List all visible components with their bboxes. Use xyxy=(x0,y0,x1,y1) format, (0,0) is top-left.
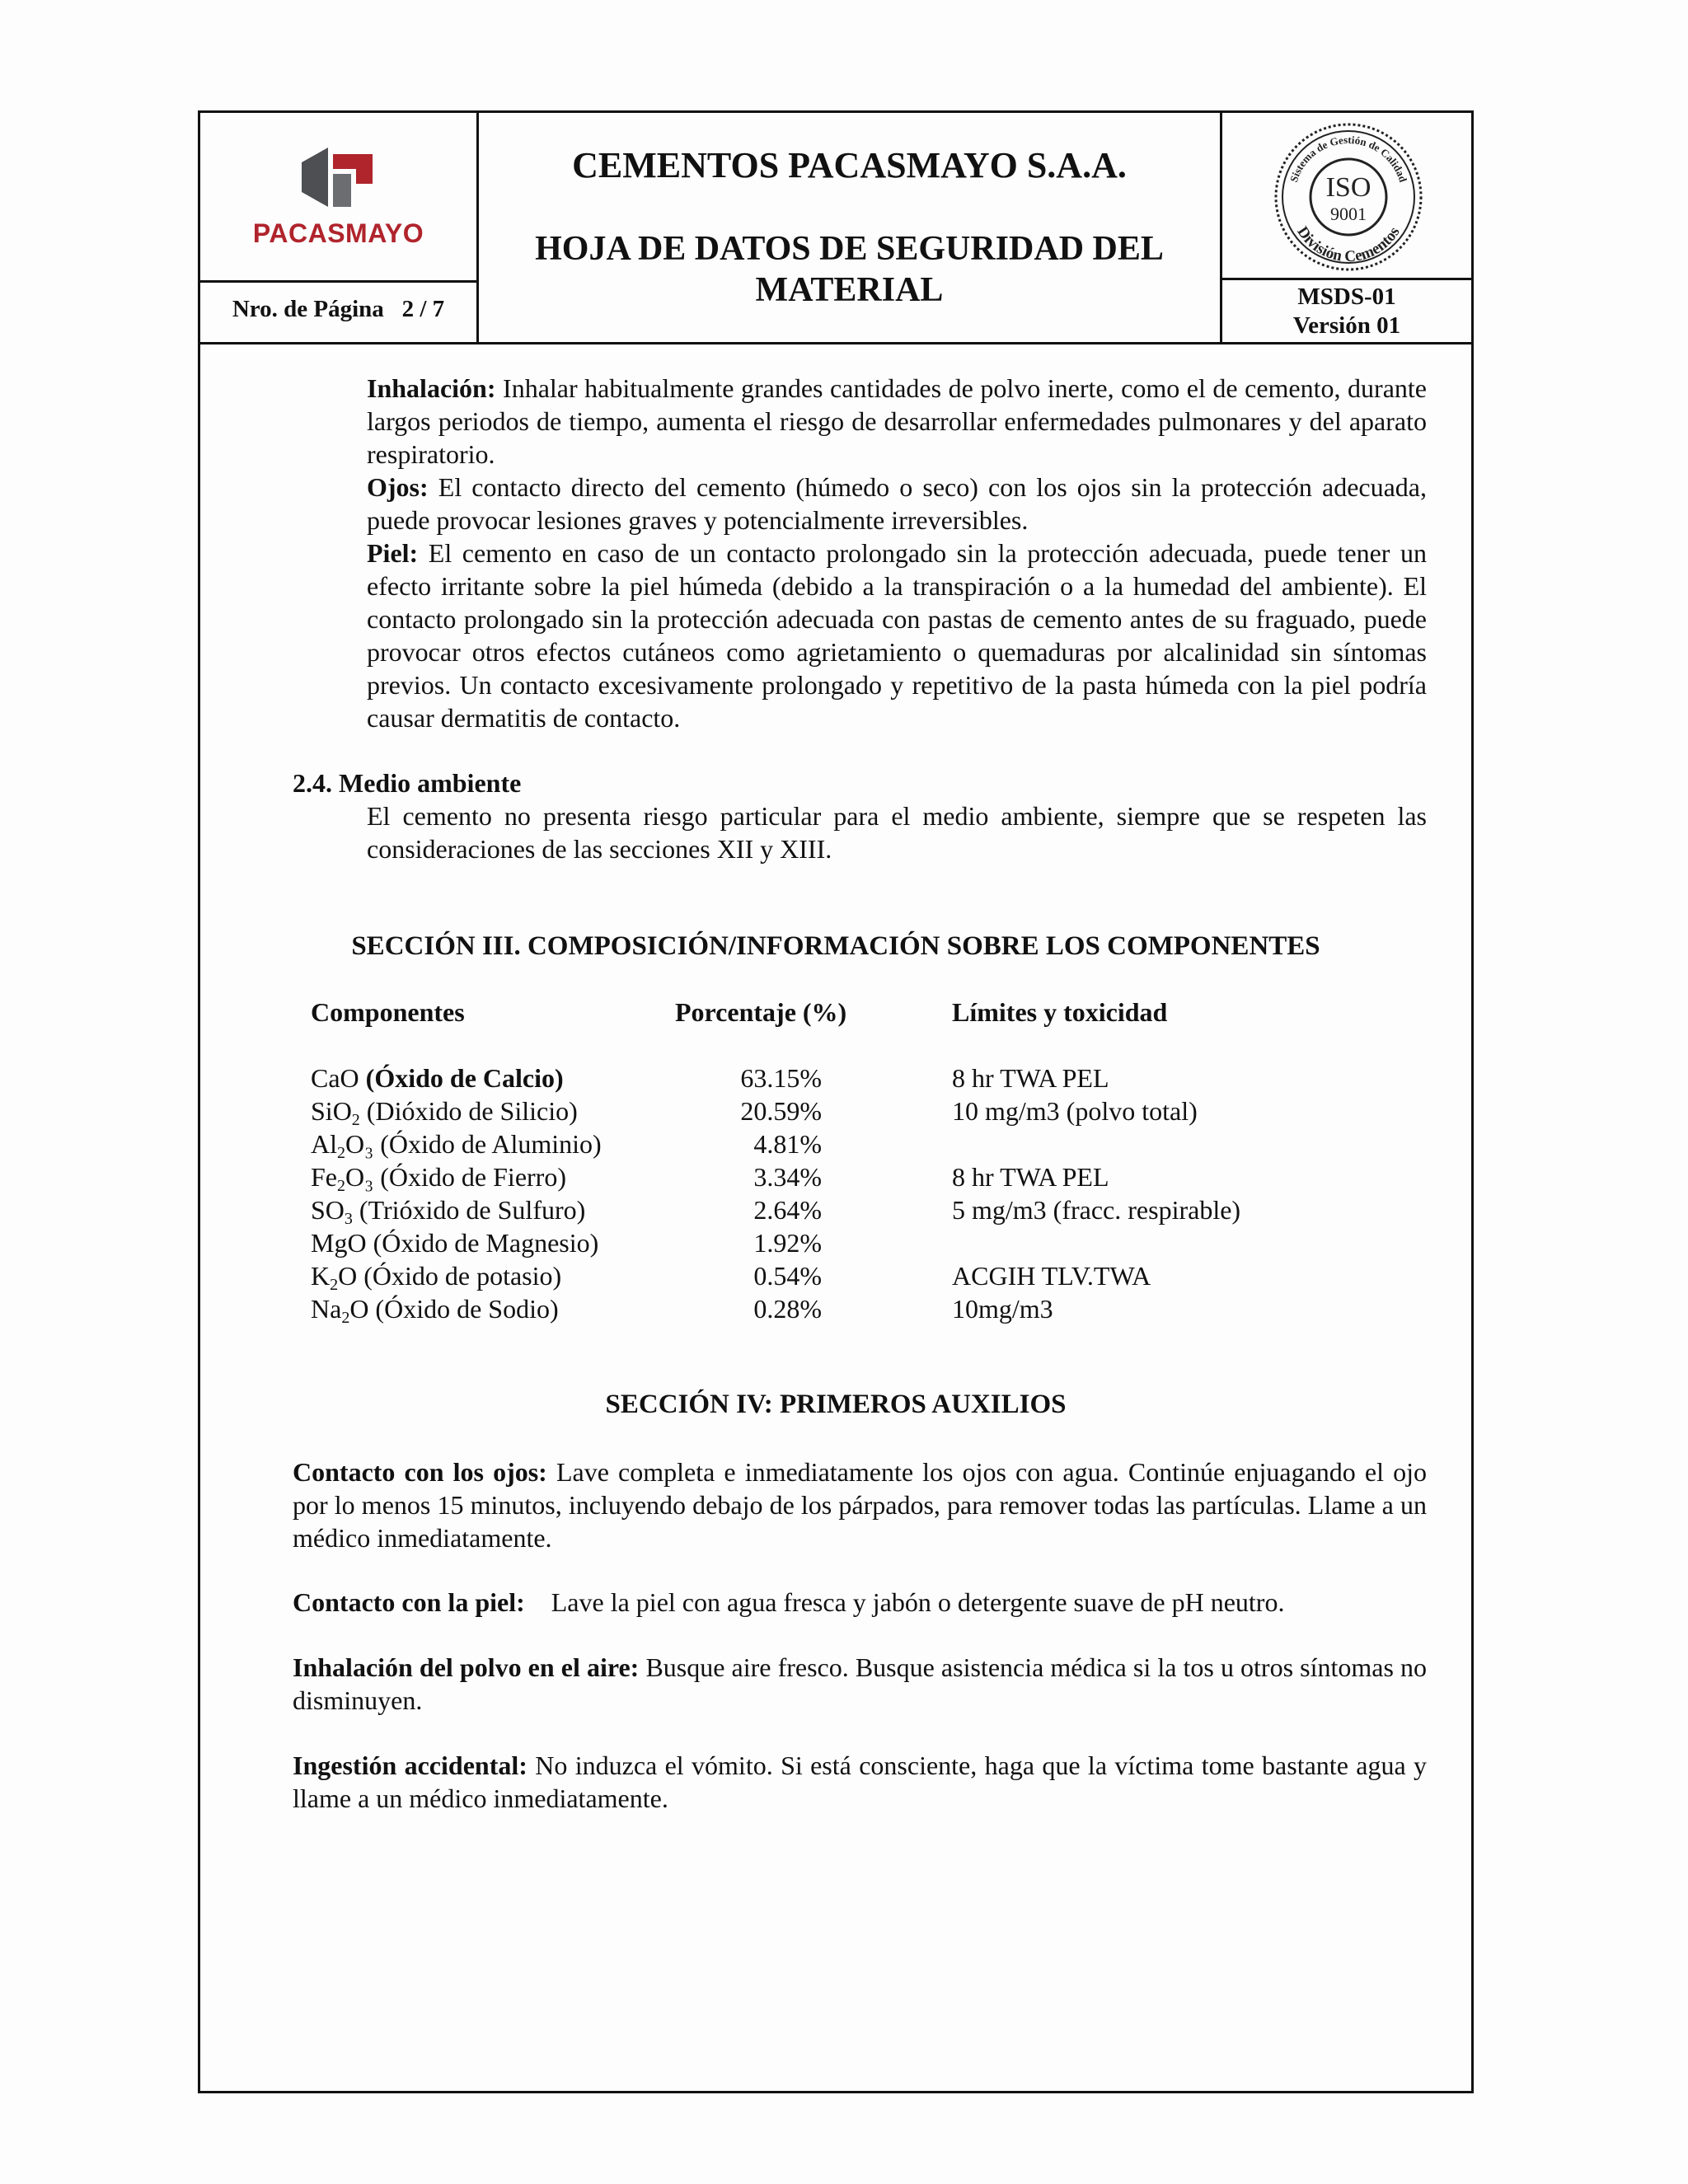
section4-title: SECCIÓN IV: PRIMEROS AUXILIOS xyxy=(605,1390,1067,1419)
component-cell xyxy=(311,1259,561,1292)
component-name: (Óxido de Fierro) xyxy=(380,1162,566,1192)
component-name: (Trióxido de Sulfuro) xyxy=(359,1195,586,1225)
skin-paragraph xyxy=(367,537,1427,734)
limit-cell: 10 mg/m3 (polvo total) xyxy=(952,1096,1198,1126)
first-aid-skin xyxy=(293,1586,1427,1619)
component-formula: K xyxy=(311,1261,331,1291)
component-cell xyxy=(311,1160,566,1193)
first-aid-ingestion xyxy=(293,1749,1427,1815)
formula-subscript: 2 xyxy=(330,1276,339,1294)
percentage-cell: 20.59% xyxy=(740,1096,822,1126)
page-number xyxy=(200,296,476,323)
document-title-line2: MATERIAL xyxy=(755,271,944,309)
eyes-label: Ojos: xyxy=(367,472,429,502)
column-header-components: Componentes xyxy=(311,997,465,1027)
component-cell xyxy=(311,1193,585,1226)
component-formula: SO xyxy=(311,1195,345,1225)
iso-top-text: Sistema de Gestión de Calidad xyxy=(1287,133,1410,184)
skin-text: El cemento en caso de un contacto prolongado sin la protección adecuada, puede tener un efecto irritante sobre la piel húmeda (debido a la transpiración o a la humedad del ambiente). El contacto prolongado sin la protección adecuada con pastas de cemento antes de su fraguado, puede provocar otros efectos cutáneos como agrietamiento o quemaduras por alcalinidad sin síntomas previos. Un contacto excesivamente prolongado y repetitivo de la pasta húmeda con la piel podría causar dermatitis de contacto. xyxy=(367,538,1428,733)
first-aid-eyes-label: Contacto con los ojos: xyxy=(293,1457,547,1487)
inhalation-label: Inhalación: xyxy=(367,373,496,403)
component-name: (Óxido de Sodio) xyxy=(375,1294,559,1324)
formula-subscript: 3 xyxy=(344,1210,353,1228)
document-header xyxy=(200,113,1471,344)
document-title xyxy=(479,228,1220,311)
iso-box xyxy=(1222,113,1471,280)
formula-rest: O xyxy=(349,1294,369,1324)
first-aid-skin-text: Lave la piel con agua fresca y jabón o detergente suave de pH neutro. xyxy=(551,1587,1285,1617)
component-name: (Óxido de Aluminio) xyxy=(380,1129,602,1159)
eyes-paragraph xyxy=(367,471,1427,537)
iso-number-text: 9001 xyxy=(1330,204,1367,224)
document-code xyxy=(1222,283,1471,340)
page-value: 2 / 7 xyxy=(401,296,445,322)
msds-code: MSDS-01 xyxy=(1297,284,1396,310)
skin-label: Piel: xyxy=(367,538,419,568)
first-aid-inhalation xyxy=(293,1651,1427,1717)
percentage-cell: 1.92% xyxy=(753,1228,822,1258)
first-aid-inhalation-label: Inhalación del polvo en el aire: xyxy=(293,1652,640,1682)
percentage-cell: 0.28% xyxy=(753,1294,822,1324)
component-name: (Óxido de potasio) xyxy=(363,1261,562,1291)
formula-subscript: 2 xyxy=(337,1144,345,1162)
logo-text: PACASMAYO xyxy=(252,218,424,248)
inhalation-paragraph xyxy=(367,372,1427,471)
formula-subscript: 2 xyxy=(337,1177,345,1195)
iso-center-text: ISO xyxy=(1325,172,1372,203)
iso-bottom-text: División Cementos xyxy=(1293,223,1404,266)
component-cell xyxy=(311,1062,564,1094)
component-cell xyxy=(311,1127,602,1160)
pacasmayo-logo-icon xyxy=(302,148,373,207)
document-title-line1: HOJA DE DATOS DE SEGURIDAD DEL xyxy=(535,230,1164,268)
component-formula: Fe xyxy=(311,1162,337,1192)
environment-heading: 2.4. Medio ambiente xyxy=(293,768,522,798)
percentage-cell: 2.64% xyxy=(753,1195,822,1225)
component-cell xyxy=(311,1226,598,1259)
component-name: (Óxido de Calcio) xyxy=(365,1063,564,1093)
column-header-percentage: Porcentaje (%) xyxy=(675,997,847,1027)
limit-cell: ACGIH TLV.TWA xyxy=(952,1261,1151,1291)
component-formula: SiO xyxy=(311,1096,352,1126)
header-left-column xyxy=(200,113,479,342)
limit-cell: 10mg/m3 xyxy=(952,1294,1053,1324)
first-aid-skin-label: Contacto con la piel: xyxy=(293,1587,525,1617)
header-right-column xyxy=(1220,113,1471,342)
msds-version: Versión 01 xyxy=(1292,312,1401,339)
component-name: (Dióxido de Silicio) xyxy=(366,1096,578,1126)
formula-subscript: 2 xyxy=(341,1309,350,1327)
first-aid-eyes xyxy=(293,1455,1427,1554)
logo-box xyxy=(200,113,476,283)
limit-cell: 8 hr TWA PEL xyxy=(952,1063,1109,1093)
eyes-text: El contacto directo del cemento (húmedo o seco) con los ojos sin la protección adecuada, puede provocar lesiones graves y potencialmente irreversibles. xyxy=(367,472,1428,535)
percentage-cell: 3.34% xyxy=(753,1162,822,1192)
formula-subscript: 2 xyxy=(351,1111,360,1129)
iso-seal-icon xyxy=(1272,120,1425,274)
component-formula: Al xyxy=(311,1129,337,1159)
first-aid-eyes-text: Lave completa e inmediatamente los ojos con agua. Continúe enjuagando el ojo por lo menos 15 minutos, incluyendo debajo de los párpados, para remover todas las partículas. Llame a un médico inmediatamente. xyxy=(293,1457,1428,1553)
component-cell xyxy=(311,1094,578,1127)
percentage-cell: 4.81% xyxy=(753,1129,822,1159)
component-formula: CaO xyxy=(311,1063,359,1093)
page-frame xyxy=(198,110,1474,2093)
section3-title: SECCIÓN III. COMPOSICIÓN/INFORMACIÓN SOBRE LOS COMPONENTES xyxy=(351,931,1320,961)
percentage-cell: 0.54% xyxy=(753,1261,822,1291)
component-cell xyxy=(311,1292,559,1325)
limit-cell: 5 mg/m3 (fracc. respirable) xyxy=(952,1195,1241,1225)
formula-rest: O xyxy=(338,1261,358,1291)
environment-text: El cemento no presenta riesgo particular para el medio ambiente, siempre que se respeten las consideraciones de las secciones XII y XIII. xyxy=(367,801,1427,864)
first-aid-ingestion-label: Ingestión accidental: xyxy=(293,1750,528,1780)
component-formula: MgO xyxy=(311,1228,367,1258)
first-aid-inhalation-text: Busque aire fresco. Busque asistencia médica si la tos u otros síntomas no disminuyen. xyxy=(293,1652,1428,1715)
first-aid-ingestion-text: No induzca el vómito. Si está consciente, haga que la víctima tome bastante agua y llame a un médico inmediatamente. xyxy=(293,1750,1428,1813)
component-formula: Na xyxy=(311,1294,342,1324)
percentage-cell: 63.15% xyxy=(740,1063,822,1093)
page-label: Nro. de Página xyxy=(232,296,384,322)
inhalation-text: Inhalar habitualmente grandes cantidades de polvo inerte, como el de cemento, durante largos periodos de tiempo, aumenta el riesgo de desarrollar enfermedades pulmonares y del aparato respiratorio. xyxy=(367,373,1428,469)
limit-cell: 8 hr TWA PEL xyxy=(952,1162,1109,1192)
company-name: CEMENTOS PACASMAYO S.A.A. xyxy=(572,145,1127,185)
formula-rest: O₃ xyxy=(345,1162,374,1192)
health-effects xyxy=(367,372,1427,734)
component-name: (Óxido de Magnesio) xyxy=(373,1228,599,1258)
column-header-limits: Límites y toxicidad xyxy=(952,997,1168,1027)
formula-rest: O₃ xyxy=(345,1129,374,1159)
